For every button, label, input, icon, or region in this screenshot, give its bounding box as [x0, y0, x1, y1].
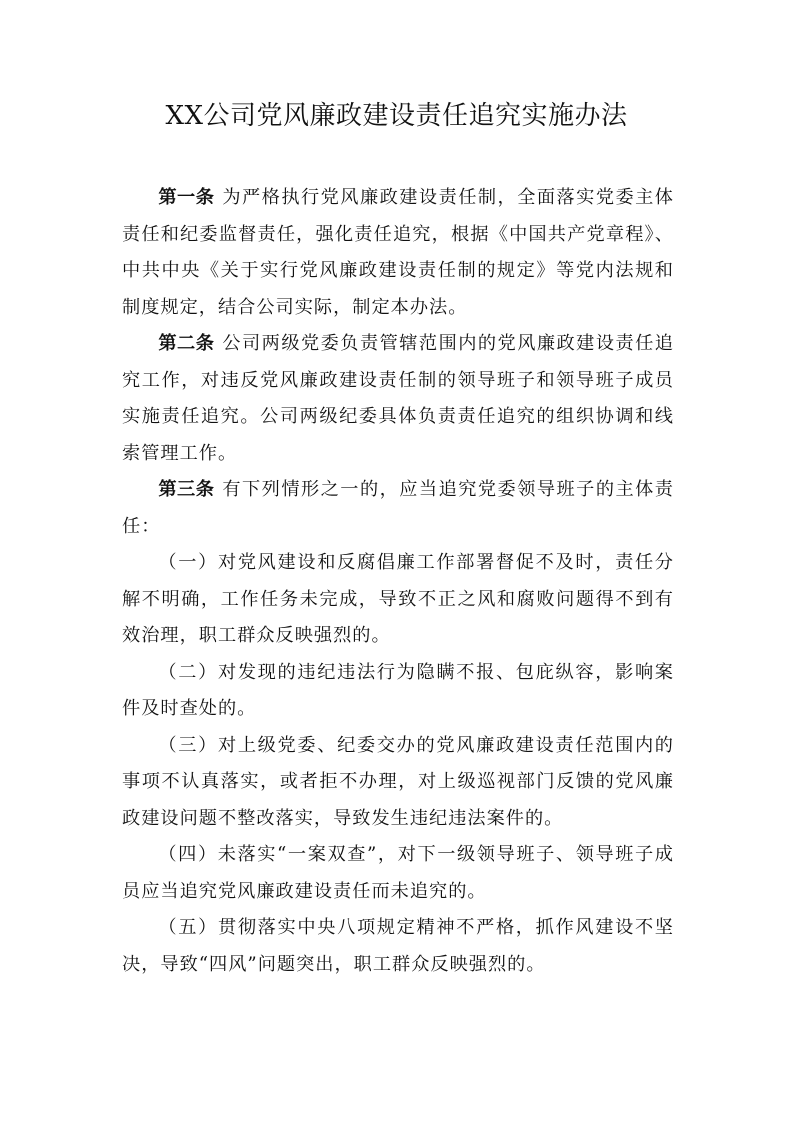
article-1-label: 第一条: [158, 187, 215, 208]
article-3-label: 第三条: [158, 479, 215, 500]
document-body: [122, 180, 674, 983]
article-2-label: 第二条: [158, 333, 215, 354]
article-2-text: 公司两级党委负责管辖范围内的党风廉政建设责任追究工作，对违反党风廉政建设责任制的领导班子和领导班子成员实施责任追究。公司两级纪委具体负责责任追究的组织协调和线索管理工作。: [122, 333, 674, 464]
article-1: [122, 180, 674, 326]
item-1: （一）对党风建设和反腐倡廉工作部署督促不及时，责任分解不明确，工作任务未完成，导致不正之风和腐败问题得不到有效治理，职工群众反映强烈的。: [122, 552, 674, 646]
article-1-text: 为严格执行党风廉政建设责任制，全面落实党委主体责任和纪委监督责任，强化责任追究，根据《中国共产党章程》、中共中央《关于实行党风廉政建设责任制的规定》等党内法规和制度规定，结合公司实际，制定本办法。: [122, 187, 674, 318]
article-3: [122, 472, 674, 545]
item-3: （三）对上级党委、纪委交办的党风廉政建设责任范围内的事项不认真落实，或者拒不办理，对上级巡视部门反馈的党风廉政建设问题不整改落实，导致发生违纪违法案件的。: [122, 734, 674, 829]
article-2: [122, 326, 674, 472]
item-2: （二）对发现的违纪违法行为隐瞒不报、包庇纵容，影响案件及时查处的。: [122, 661, 674, 719]
document-title: XX公司党风廉政建设责任追究实施办法: [165, 101, 628, 131]
item-4: （四）未落实“一案双查”，对下一级领导班子、领导班子成员应当追究党风廉政建设责任而未追究的。: [122, 844, 674, 902]
item-5: （五）贯彻落实中央八项规定精神不严格，抓作风建设不坚决，导致“四风”问题突出，职工群众反映强烈的。: [122, 917, 674, 975]
article-3-text: 有下列情形之一的，应当追究党委领导班子的主体责任：: [122, 479, 674, 537]
